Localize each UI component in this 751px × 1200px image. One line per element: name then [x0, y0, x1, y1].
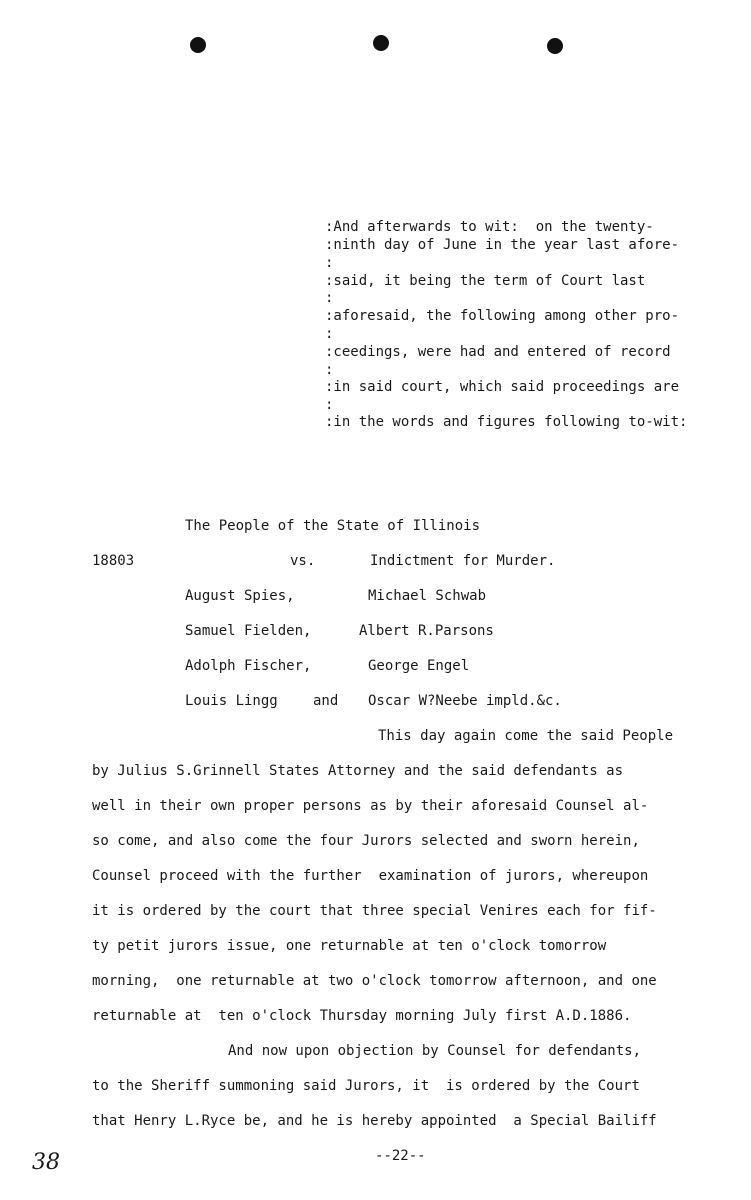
page-number: --22-- — [375, 1148, 426, 1164]
defendant-right: Michael Schwab — [368, 588, 487, 604]
punch-hole-center — [373, 35, 389, 51]
body-line: that Henry L.Ryce be, and he is hereby appointed a Special Bailiff — [92, 1113, 657, 1129]
body-line: And now upon objection by Counsel for defendants, — [228, 1043, 642, 1059]
header-line: :said, it being the term of Court last — [325, 273, 646, 289]
charge: Indictment for Murder. — [370, 553, 556, 569]
defendant-left: Samuel Fielden, — [185, 623, 312, 639]
body-line: to the Sheriff summoning said Jurors, it is ordered by the Court — [92, 1078, 640, 1094]
case-caption: The People of the State of Illinois — [185, 518, 481, 534]
body-line: well in their own proper persons as by their aforesaid Counsel al- — [92, 798, 649, 814]
margin-colon: : — [325, 326, 334, 342]
body-line: This day again come the said People — [378, 728, 674, 744]
defendant-left: Louis Lingg — [185, 693, 278, 709]
header-line: :aforesaid, the following among other pro- — [325, 308, 680, 324]
body-line: ty petit jurors issue, one returnable at ten o'clock tomorrow — [92, 938, 607, 954]
defendant-right: Albert R.Parsons — [359, 623, 494, 639]
defendant-left: Adolph Fischer, — [185, 658, 312, 674]
body-line: returnable at ten o'clock Thursday morning July first A.D.1886. — [92, 1008, 632, 1024]
margin-colon: : — [325, 362, 334, 378]
and-word: and — [313, 693, 339, 709]
header-line: :in said court, which said proceedings are — [325, 379, 680, 395]
punch-hole-right — [547, 38, 563, 54]
body-line: so come, and also come the four Jurors selected and sworn herein, — [92, 833, 640, 849]
body-line: morning, one returnable at two o'clock tomorrow afternoon, and one — [92, 973, 657, 989]
header-line: :ninth day of June in the year last afore- — [325, 237, 680, 253]
punch-hole-left — [190, 37, 206, 53]
defendant-right: George Engel — [368, 658, 470, 674]
body-line: by Julius S.Grinnell States Attorney and the said defendants as — [92, 763, 624, 779]
header-line: :ceedings, were had and entered of record — [325, 344, 671, 360]
margin-colon: : — [325, 290, 334, 306]
defendant-left: August Spies, — [185, 588, 295, 604]
versus: vs. — [290, 553, 316, 569]
margin-colon: : — [325, 397, 334, 413]
defendant-right: Oscar W?Neebe impld.&c. — [368, 693, 562, 709]
body-line: it is ordered by the court that three special Venires each for fif- — [92, 903, 657, 919]
case-number: 18803 — [92, 553, 135, 569]
margin-note: 38 — [32, 1150, 60, 1175]
header-line: :in the words and figures following to-wit: — [325, 414, 688, 430]
body-line: Counsel proceed with the further examination of jurors, whereupon — [92, 868, 649, 884]
header-line: :And afterwards to wit: on the twenty- — [325, 219, 654, 235]
margin-colon: : — [325, 255, 334, 271]
